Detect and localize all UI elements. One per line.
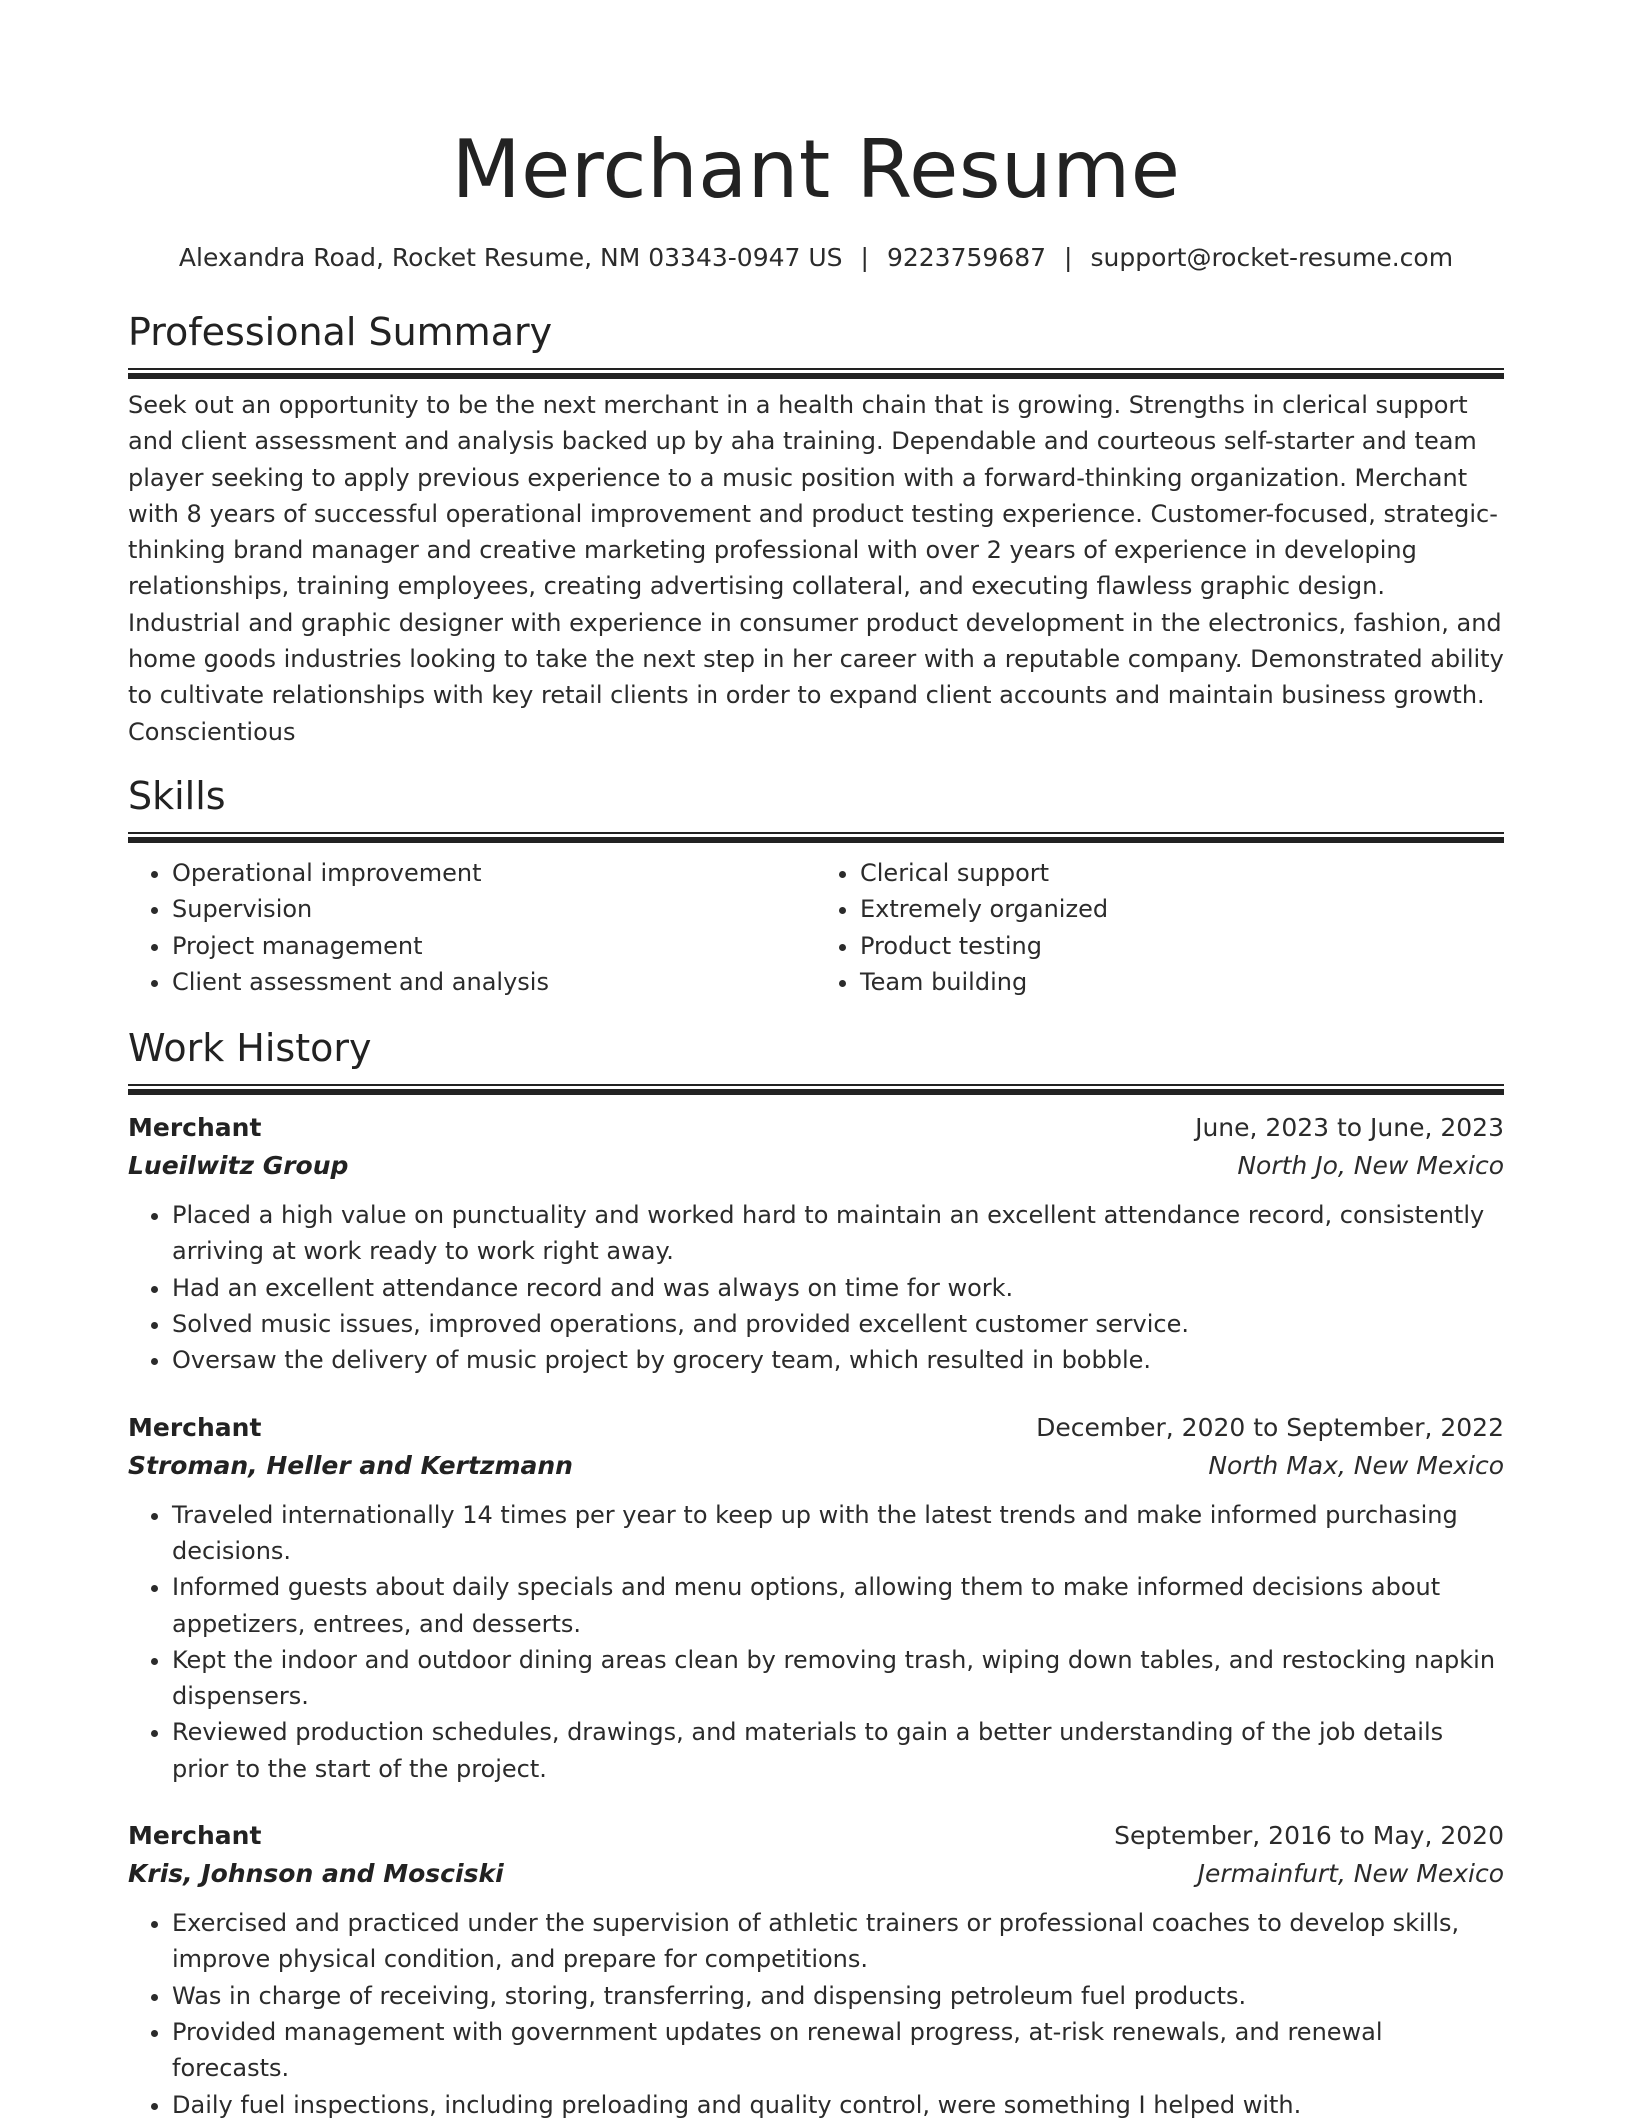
job-location: North Max, New Mexico [1208, 1450, 1504, 1480]
job-company: Kris, Johnson and Mosciski [128, 1859, 504, 1889]
skills-left-list [128, 855, 816, 1000]
job-title: Merchant [128, 1821, 262, 1851]
job-entry [128, 1409, 1504, 1787]
summary-section [128, 308, 1504, 750]
job-bullet: • Daily fuel inspections, including preloading and quality control, were something I helped with. [172, 2087, 1504, 2123]
job-dates: December, 2020 to September, 2022 [1036, 1412, 1504, 1442]
job-company: Lueilwitz Group [128, 1151, 349, 1181]
contact-email: support@rocket-resume.com [1090, 243, 1454, 272]
job-bullets [128, 1905, 1504, 2123]
job-bullet: • Solved music issues, improved operations, and provided excellent customer service. [172, 1306, 1504, 1342]
summary-text: Seek out an opportunity to be the next merchant in a health chain that is growing. Strengths in clerical support and client assessment and analysis backed up by aha training. Dependable and courteous self-starter and team player seeking to apply previous experience to a music position with a forward-thinking organization. Merchant with 8 years of successful operational improvement and product testing experience. Customer-focused, strategic-thinking brand manager and creative marketing professional with over 2 years of experience in developing relationships, training employees, creating advertising collateral, and executing flawless graphic design. Industrial and graphic designer with experience in consumer product development in the electronics, fashion, and home goods industries looking to take the next step in her career with a reputable company. Demonstrated ability to cultivate relationships with key retail clients in order to expand client accounts and maintain business growth. Conscientious [128, 391, 1504, 746]
job-bullet: • Was in charge of receiving, storing, transferring, and dispensing petroleum fuel products. [172, 1978, 1504, 2014]
skill-item: • Supervision [172, 891, 816, 927]
contact-line [128, 240, 1504, 276]
contact-phone: 9223759687 [886, 243, 1047, 272]
job-title: Merchant [128, 1113, 262, 1143]
contact-separator: | [860, 243, 869, 272]
job-bullet: • Kept the indoor and outdoor dining areas clean by removing trash, wiping down tables, and restocking napkin dispensers. [172, 1642, 1504, 1715]
section-divider [128, 368, 1504, 379]
resume-title: Merchant Resume [451, 123, 1181, 216]
skill-item: • Operational improvement [172, 855, 816, 891]
job-company-row [128, 1855, 1504, 1893]
skills-section [128, 772, 1504, 1000]
job-company: Stroman, Heller and Kertzmann [128, 1450, 573, 1480]
resume-page [128, 0, 1504, 2123]
job-company-row [128, 1447, 1504, 1485]
job-bullet: • Placed a high value on punctuality and worked hard to maintain an excellent attendance record, consistently arriving at work ready to work right away. [172, 1197, 1504, 1270]
job-bullet: • Reviewed production schedules, drawings, and materials to gain a better understanding of the job details prior to the start of the project. [172, 1714, 1504, 1787]
work-section [128, 1024, 1504, 2123]
summary-heading: Professional Summary [128, 310, 553, 354]
skills-right-list [816, 855, 1504, 1000]
skills-heading: Skills [128, 773, 226, 818]
job-header-row [128, 1409, 1504, 1447]
skill-item: • Extremely organized [860, 891, 1504, 927]
job-bullet: • Informed guests about daily specials and menu options, allowing them to make informed decisions about appetizers, entrees, and desserts. [172, 1569, 1504, 1642]
job-bullet: • Oversaw the delivery of music project by grocery team, which resulted in bobble. [172, 1342, 1504, 1378]
job-entry [128, 1109, 1504, 1378]
job-bullet: • Traveled internationally 14 times per year to keep up with the latest trends and make informed purchasing decisions. [172, 1497, 1504, 1570]
job-header-row [128, 1109, 1504, 1147]
contact-address: Alexandra Road, Rocket Resume, NM 03343-0947 US [178, 243, 843, 272]
job-bullet: • Provided management with government updates on renewal progress, at-risk renewals, and renewal forecasts. [172, 2014, 1504, 2087]
section-divider [128, 1084, 1504, 1095]
job-dates: September, 2016 to May, 2020 [1114, 1821, 1504, 1851]
job-bullet: • Exercised and practiced under the supervision of athletic trainers or professional coaches to develop skills, improve physical condition, and prepare for competitions. [172, 1905, 1504, 1978]
skill-item: • Team building [860, 964, 1504, 1000]
skill-item: • Clerical support [860, 855, 1504, 891]
skill-item: • Project management [172, 928, 816, 964]
job-location: Jermainfurt, New Mexico [1197, 1859, 1504, 1889]
job-entry [128, 1817, 1504, 2123]
work-heading: Work History [128, 1026, 372, 1071]
skill-item: • Client assessment and analysis [172, 964, 816, 1000]
section-divider [128, 832, 1504, 843]
job-dates: June, 2023 to June, 2023 [1195, 1113, 1504, 1143]
job-bullets [128, 1197, 1504, 1378]
contact-separator: | [1064, 243, 1073, 272]
job-title: Merchant [128, 1412, 262, 1442]
job-company-row [128, 1147, 1504, 1185]
job-location: North Jo, New Mexico [1237, 1151, 1504, 1181]
skill-item: • Product testing [860, 928, 1504, 964]
job-header-row [128, 1817, 1504, 1855]
job-bullet: • Had an excellent attendance record and was always on time for work. [172, 1270, 1504, 1306]
skills-columns [128, 855, 1504, 1000]
job-bullets [128, 1497, 1504, 1787]
